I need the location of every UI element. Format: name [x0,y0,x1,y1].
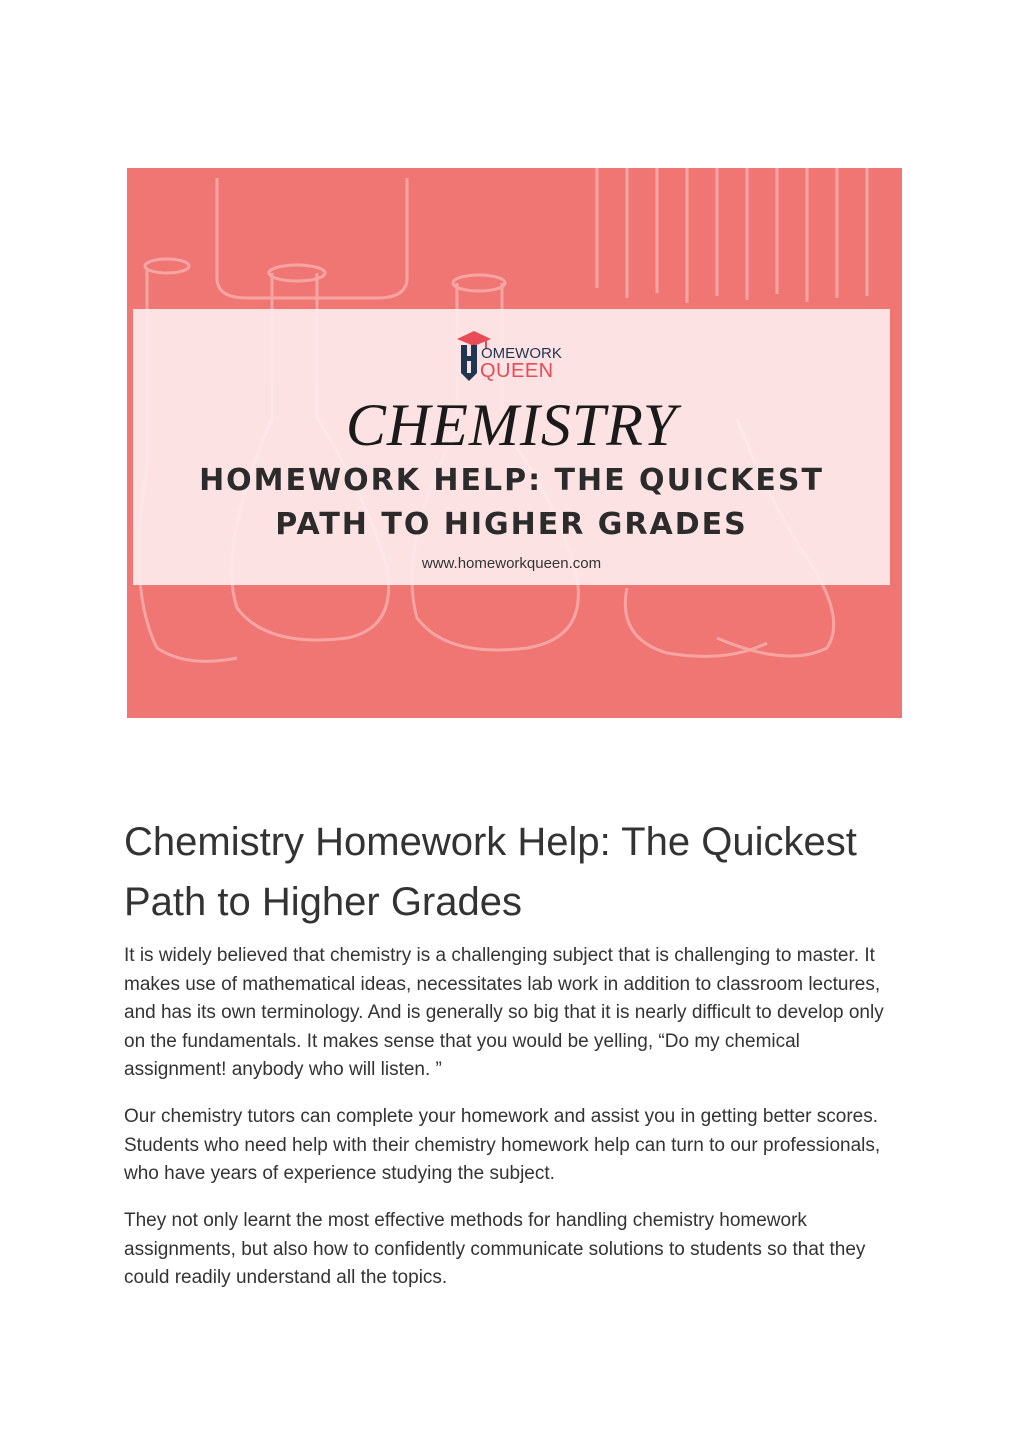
banner-subtitle [133,459,890,547]
homework-queen-logo [455,321,585,383]
banner-url: www.homeworkqueen.com [421,555,602,572]
article-heading-line2: Path to Higher Grades [124,880,522,924]
banner-subtitle-line2: PATH TO HIGHER GRADES [275,507,748,542]
banner-title: CHEMISTRY [345,392,678,458]
article-paragraph-2: Our chemistry tutors can complete your homework and assist you in getting better scores. Students who need help with their chemistry homework help can turn to our professionals, who have years of experience studying the subject. [124,1106,881,1184]
article-heading-line1: Chemistry Homework Help: The Quickest [124,820,857,864]
hero-banner-image [127,168,902,718]
logo-text-queen: QUEEN [480,360,554,382]
banner-text-panel [133,309,890,585]
article-paragraph-3: They not only learnt the most effective methods for handling chemistry homework assignments, but also how to confidently communicate solutions to students so that they could readily understand all the topics. [124,1210,866,1288]
banner-subtitle-line1: HOMEWORK HELP: THE QUICKEST [199,463,824,498]
logo-text-homework: OMEWORK [481,345,562,362]
article-paragraph-1: It is widely believed that chemistry is a challenging subject that is challenging to master. It makes use of mathematical ideas, necessitates lab work in addition to classroom lectures, and has its own terminology. And is generally so big that it is nearly difficult to develop only on the fundamentals. It makes sense that you would be yelling, “Do my chemical assignment! anybody who will listen. ” [124,945,884,1080]
article-heading [124,812,914,932]
